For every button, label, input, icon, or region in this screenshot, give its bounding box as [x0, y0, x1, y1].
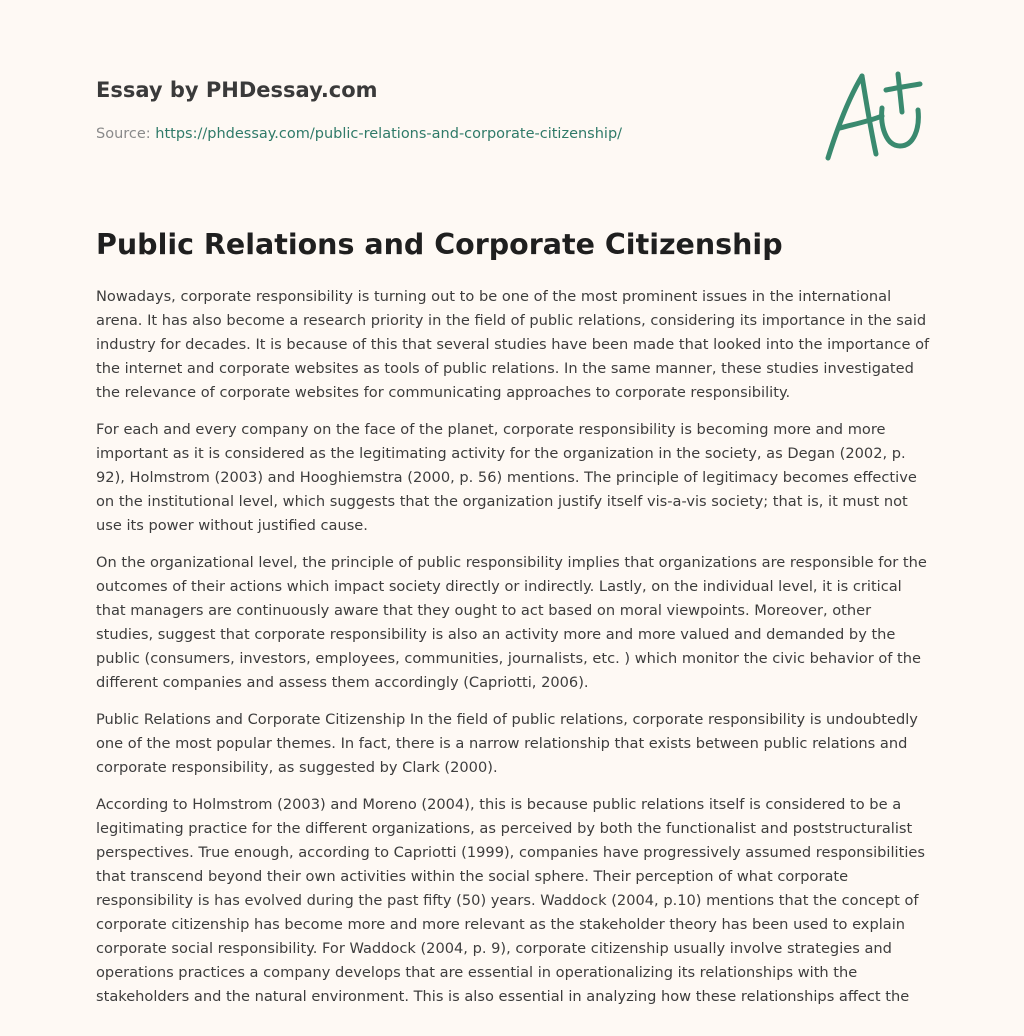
source-line [96, 124, 796, 144]
essay-paragraph: On the organizational level, the principle of public responsibility implies that organizations are responsible for the outcomes of their actions which impact society directly or indirectly. Lastly, on the individual level, it is critical that managers are continuously aware that they ought to act based on moral viewpoints. Moreover, other studies, suggest that corporate responsibility is also an activity more and more valued and demanded by the public (consumers, investors, employees, communities, journalists, etc. ) which monitor the civic behavior of the different companies and assess them accordingly (Capriotti, 2006). [96, 554, 927, 691]
essay-paragraph: For each and every company on the face of the planet, corporate responsibility is becoming more and more important as it is considered as the legitimating activity for the organization in the society, as Degan (2002, p. 92), Holmstrom (2003) and Hooghiemstra (2000, p. 56) mentions. The principle of legitimacy becomes effective on the institutional level, which suggests that the organization justify itself vis-a-vis society; that is, it must not use its power without justified cause. [96, 421, 917, 534]
essay-title: Public Relations and Corporate Citizenship [96, 228, 783, 261]
essay-body [96, 285, 932, 1022]
a-plus-logo-icon [820, 66, 930, 166]
source-link[interactable]: https://phdessay.com/public-relations-and-corporate-citizenship/ [155, 126, 623, 142]
essay-paragraph: Nowadays, corporate responsibility is turning out to be one of the most prominent issues in the international arena. It has also become a research priority in the field of public relations, considering its importance in the said industry for decades. It is because of this that several studies have been made that looked into the importance of the internet and corporate websites as tools of public relations. In the same manner, these studies investigated the relevance of corporate websites for communicating approaches to corporate responsibility. [96, 288, 930, 401]
essay-paragraph: According to Holmstrom (2003) and Moreno (2004), this is because public relations itself is considered to be a legitimating practice for the different organizations, as perceived by both the functionalist and poststructuralist perspectives. True enough, according to Capriotti (1999), companies have progressively assumed responsibilities that transcend beyond their own activities within the social sphere. Their perception of what corporate responsibility is has evolved during the past fifty (50) years. Waddock (2004, p.10) mentions that the concept of corporate citizenship has become more and more relevant as the stakeholder theory has been used to explain corporate social responsibility. For Waddock (2004, p. 9), corporate citizenship usually involve strategies and operations practices a company develops that are essential in operationalizing its relationships with the stakeholders and the natural environment. This is also essential in analyzing how these relationships affect the [96, 796, 925, 1005]
site-title: Essay by PHDessay.com [96, 78, 378, 102]
source-label: Source: [96, 126, 151, 142]
essay-paragraph: Public Relations and Corporate Citizenship In the field of public relations, corporate responsibility is undoubtedly one of the most popular themes. In fact, there is a narrow relationship that exists between public relations and corporate responsibility, as suggested by Clark (2000). [96, 711, 918, 776]
page-header [96, 74, 796, 144]
